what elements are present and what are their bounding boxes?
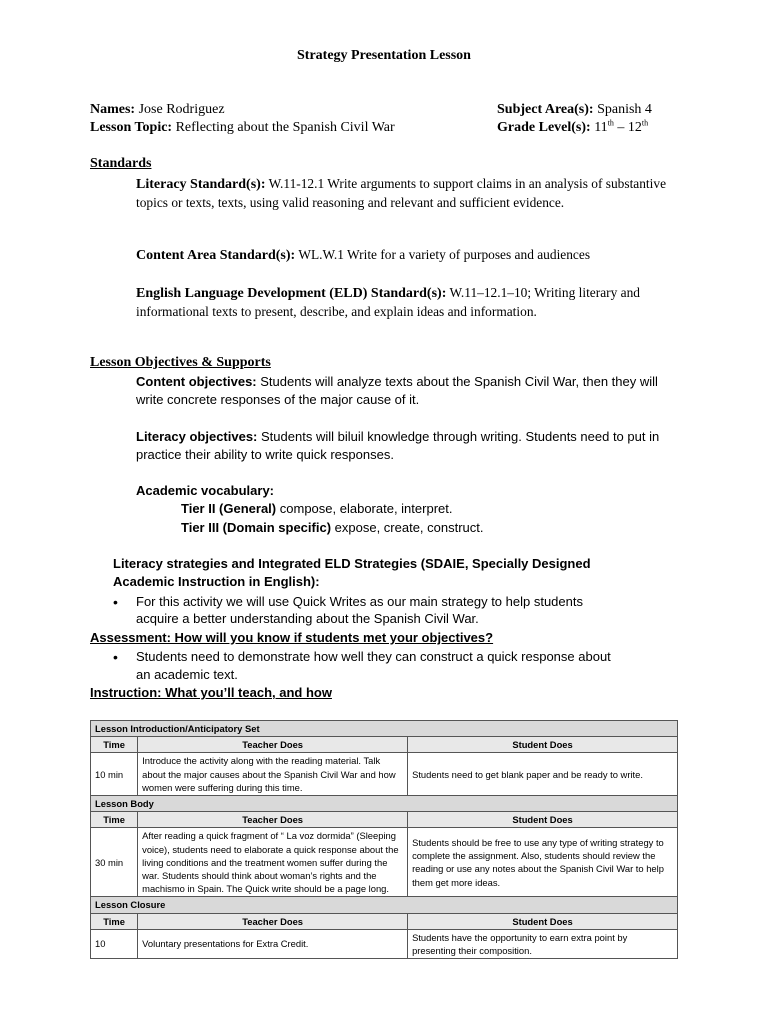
student-cell: Students should be free to use any type of writing strategy to complete the assignment. Also, students should review the reading or use any notes about the Spanish Civil War to help them get more ideas. — [408, 828, 678, 897]
literacy-objectives-label: Literacy objectives: — [136, 429, 258, 444]
topic-row — [90, 120, 395, 136]
assessment-bullet-line1: Students need to demonstrate how well they can construct a quick response about — [136, 649, 611, 664]
col-header-student: Student Does — [408, 913, 678, 929]
section-row-body — [91, 796, 678, 812]
col-header-time: Time — [91, 812, 138, 828]
teacher-cell: Voluntary presentations for Extra Credit. — [138, 929, 408, 958]
literacy-objectives-text: Students will biluil knowledge through writing. Students need to put in practice their ability to write quick responses. — [136, 429, 660, 462]
instruction-heading: Instruction: What you’ll teach, and how — [90, 685, 332, 700]
col-header-time: Time — [91, 737, 138, 753]
page-title: Strategy Presentation Lesson — [297, 48, 471, 63]
subject-row — [497, 102, 652, 118]
table-row — [91, 828, 678, 897]
content-objectives — [136, 373, 681, 409]
standards-heading: Standards — [90, 156, 152, 171]
tier2-label: Tier II (General) — [181, 501, 277, 516]
time-cell: 10 — [91, 929, 138, 958]
content-objectives-text: Students will analyze texts about the Spanish Civil War, then they will write concrete responses of the major cause of it. — [136, 374, 658, 407]
strategies-heading-line1: Literacy strategies and Integrated ELD Strategies (SDAIE, Specially Designed — [113, 556, 591, 571]
tier2-row — [181, 500, 452, 518]
objectives-heading: Lesson Objectives & Supports — [90, 355, 271, 370]
table-row — [91, 929, 678, 958]
strategies-bullet-line1: For this activity we will use Quick Writes as our main strategy to help students — [136, 594, 583, 609]
col-header-teacher: Teacher Does — [138, 913, 408, 929]
table-header-row — [91, 812, 678, 828]
literacy-standard-label: Literacy Standard(s): — [136, 177, 266, 192]
eld-standard — [136, 284, 666, 320]
teacher-cell: After reading a quick fragment of “ La voz dormida” (Sleeping voice), students need to elaborate a quick response about the living conditions and the treatment women suffer during the war. Students should think about woman’s rights and the machismo in Spain. The Quick write should be a page long. — [138, 828, 408, 897]
student-cell: Students have the opportunity to earn extra point by presenting their composition. — [408, 929, 678, 958]
col-header-student: Student Does — [408, 737, 678, 753]
assessment-heading: Assessment: How will you know if students met your objectives? — [90, 630, 494, 645]
col-header-student: Student Does — [408, 812, 678, 828]
topic-value: Reflecting about the Spanish Civil War — [175, 120, 395, 135]
table-header-row — [91, 737, 678, 753]
strategies-bullet-glyph: • — [113, 594, 118, 610]
tier2-text: compose, elaborate, interpret. — [279, 501, 453, 516]
student-cell: Students need to get blank paper and be ready to write. — [408, 753, 678, 796]
eld-standard-text: W.11–12.1–10; Writing literary and informational texts to present, describe, and explain ideas and information. — [136, 285, 640, 319]
tier3-label: Tier III (Domain specific) — [181, 520, 332, 535]
subject-label: Subject Area(s): — [497, 102, 594, 117]
teacher-cell: Introduce the activity along with the reading material. Talk about the major causes about the Spanish Civil War and how women were suffering during this time. — [138, 753, 408, 796]
literacy-standard — [136, 175, 676, 211]
section-title-closure: Lesson Closure — [91, 897, 678, 913]
time-cell: 10 min — [91, 753, 138, 796]
literacy-standard-text: W.11-12.1 Write arguments to support claims in an analysis of substantive topics or texts, texts, using valid reasoning and relevant and sufficient evidence. — [136, 176, 667, 210]
content-standard-label: Content Area Standard(s): — [136, 248, 296, 263]
literacy-objectives — [136, 428, 681, 464]
vocab-label: Academic vocabulary: — [136, 483, 275, 498]
grade-from: 11 — [594, 120, 608, 135]
instruction-table — [90, 720, 678, 959]
grade-to-suffix: th — [641, 118, 649, 128]
content-standard — [136, 246, 676, 265]
section-title-body: Lesson Body — [91, 796, 678, 812]
grade-label: Grade Level(s): — [497, 120, 591, 135]
table-row — [91, 753, 678, 796]
strategies-heading-line2: Academic Instruction in English): — [113, 574, 320, 589]
subject-value: Spanish 4 — [597, 102, 652, 117]
tier3-row — [181, 519, 484, 537]
content-standard-text: WL.W.1 Write for a variety of purposes and audiences — [298, 247, 591, 262]
grade-dash: – — [613, 120, 628, 135]
strategies-bullet-line2: acquire a better understanding about the Spanish Civil War. — [136, 611, 479, 626]
col-header-time: Time — [91, 913, 138, 929]
time-cell: 30 min — [91, 828, 138, 897]
section-row-closure — [91, 897, 678, 913]
grade-row — [497, 120, 648, 136]
grade-to: 12 — [627, 120, 642, 135]
names-row — [90, 102, 225, 118]
table-header-row — [91, 913, 678, 929]
col-header-teacher: Teacher Does — [138, 812, 408, 828]
topic-label: Lesson Topic: — [90, 120, 173, 135]
section-title-introduction: Lesson Introduction/Anticipatory Set — [91, 721, 678, 737]
eld-standard-label: English Language Development (ELD) Standard(s): — [136, 286, 447, 301]
assessment-bullet-line2: an academic text. — [136, 667, 238, 682]
col-header-teacher: Teacher Does — [138, 737, 408, 753]
names-value: Jose Rodriguez — [138, 102, 225, 117]
grade-from-suffix: th — [607, 118, 614, 128]
assessment-bullet-glyph: • — [113, 649, 118, 665]
tier3-text: expose, create, construct. — [334, 520, 484, 535]
content-objectives-label: Content objectives: — [136, 374, 257, 389]
names-label: Names: — [90, 102, 136, 117]
section-row-introduction — [91, 721, 678, 737]
